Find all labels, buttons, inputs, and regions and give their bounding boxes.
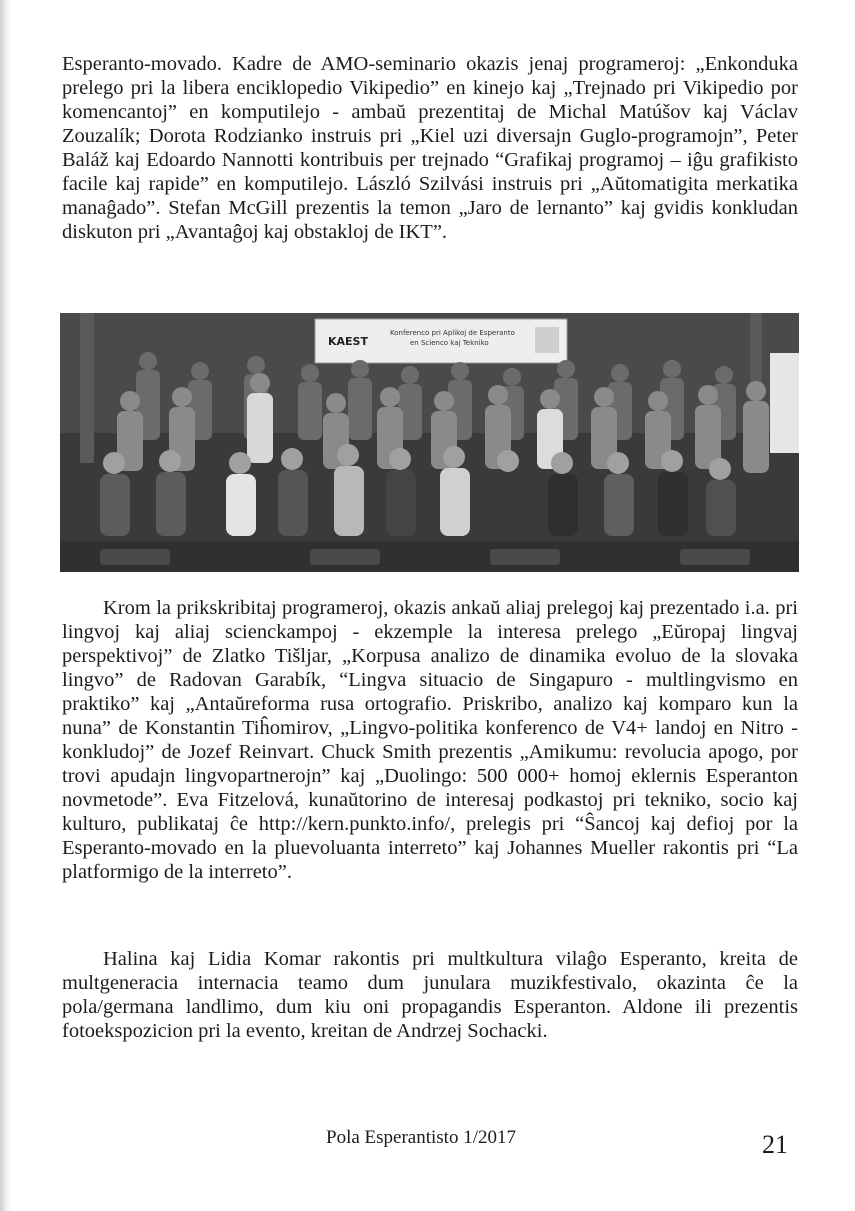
- group-photo: [60, 313, 799, 572]
- page-number: 21: [762, 1130, 788, 1159]
- banner-line-2: en Scienco kaj Tekniko: [410, 339, 489, 347]
- banner-line-1: Konferenco pri Aplikoj de Esperanto: [390, 329, 515, 337]
- article-paragraph-2: Krom la prikskribitaj programeroj, okazis ankaŭ aliaj prelegoj kaj prezentado i.a. pri lingvoj kaj aliaj scienckampoj - ekzemple la interesa prelego „Eŭropaj lingvaj perspektivoj” de Zlatko Tišljar, „Korpusa analizo de dinamika evoluo de la slovaka lingvo” de Radovan Garabík, “Lingva situacio de Singapuro - multlingvismo en praktiko” kaj „Antaŭreforma rusa ortografio. Priskribo, analizo kaj komparo kun la nuna” de Konstantin Tiĥomirov, „Lingvo-politika konferenco de V4+ landoj en Nitro - konkludoj” de Jozef Reinvart. Chuck Smith prezentis „Amikumu: revolucia apogo, por trovi apudajn lingvopartnerojn” kaj „Duolingo: 500 000+ homoj eklernis Esperanton novmetode”. Eva Fitzelová, kunaŭtorino de interesaj podkastoj pri tekniko, socio kaj kulturo, publikataj ĉe http://kern.punkto.info/, prelegis pri “Ŝancoj kaj defioj por la Esperanto-movado en la pluevoluanta interreto” kaj Johannes Mueller rakontis pri “La platformigo de la interreto”.: [62, 597, 798, 883]
- article-paragraph-1: Esperanto-movado. Kadre de AMO-seminario okazis jenaj programeroj: „Enkonduka prelego pri la libera enciklopedio Vikipedio” en kinejo kaj „Trejnado pri Vikipedio por komencantoj” en komputilejo - ambaŭ prezentitaj de Michal Matúšov kaj Václav Zouzalík; Dorota Rodzianko instruis pri „Kiel uzi diversajn Guglo-programojn”, Peter Baláž kaj Edoardo Nannotti kontribuis per trejnado “Grafikaj programoj – iĝu grafikisto facile kaj rapide” en komputilejo. László Szilvási instruis pri „Aŭtomatigita merkatika manaĝado”. Stefan McGill prezentis la temon „Jaro de lernanto” kaj gvidis konkludan diskuton pri „Avantaĝoj kaj obstakloj de IKT”.: [62, 53, 798, 243]
- group-photo-image: [60, 313, 799, 572]
- page-edge-shadow: [0, 0, 12, 1211]
- publication-footer: Pola Esperantisto 1/2017: [326, 1127, 516, 1148]
- banner-logo: KAEST: [328, 335, 368, 348]
- article-paragraph-3: Halina kaj Lidia Komar rakontis pri multkultura vilaĝo Esperanto, kreita de multgeneracia internacia teamo dum junulara muzikfestivalo, okazinta ĉe la pola/germana landlimo, dum kiu oni propagandis Esperanton. Aldone ili prezentis fotoekspozicion pri la evento, kreitan de Andrzej Sochacki.: [62, 948, 798, 1042]
